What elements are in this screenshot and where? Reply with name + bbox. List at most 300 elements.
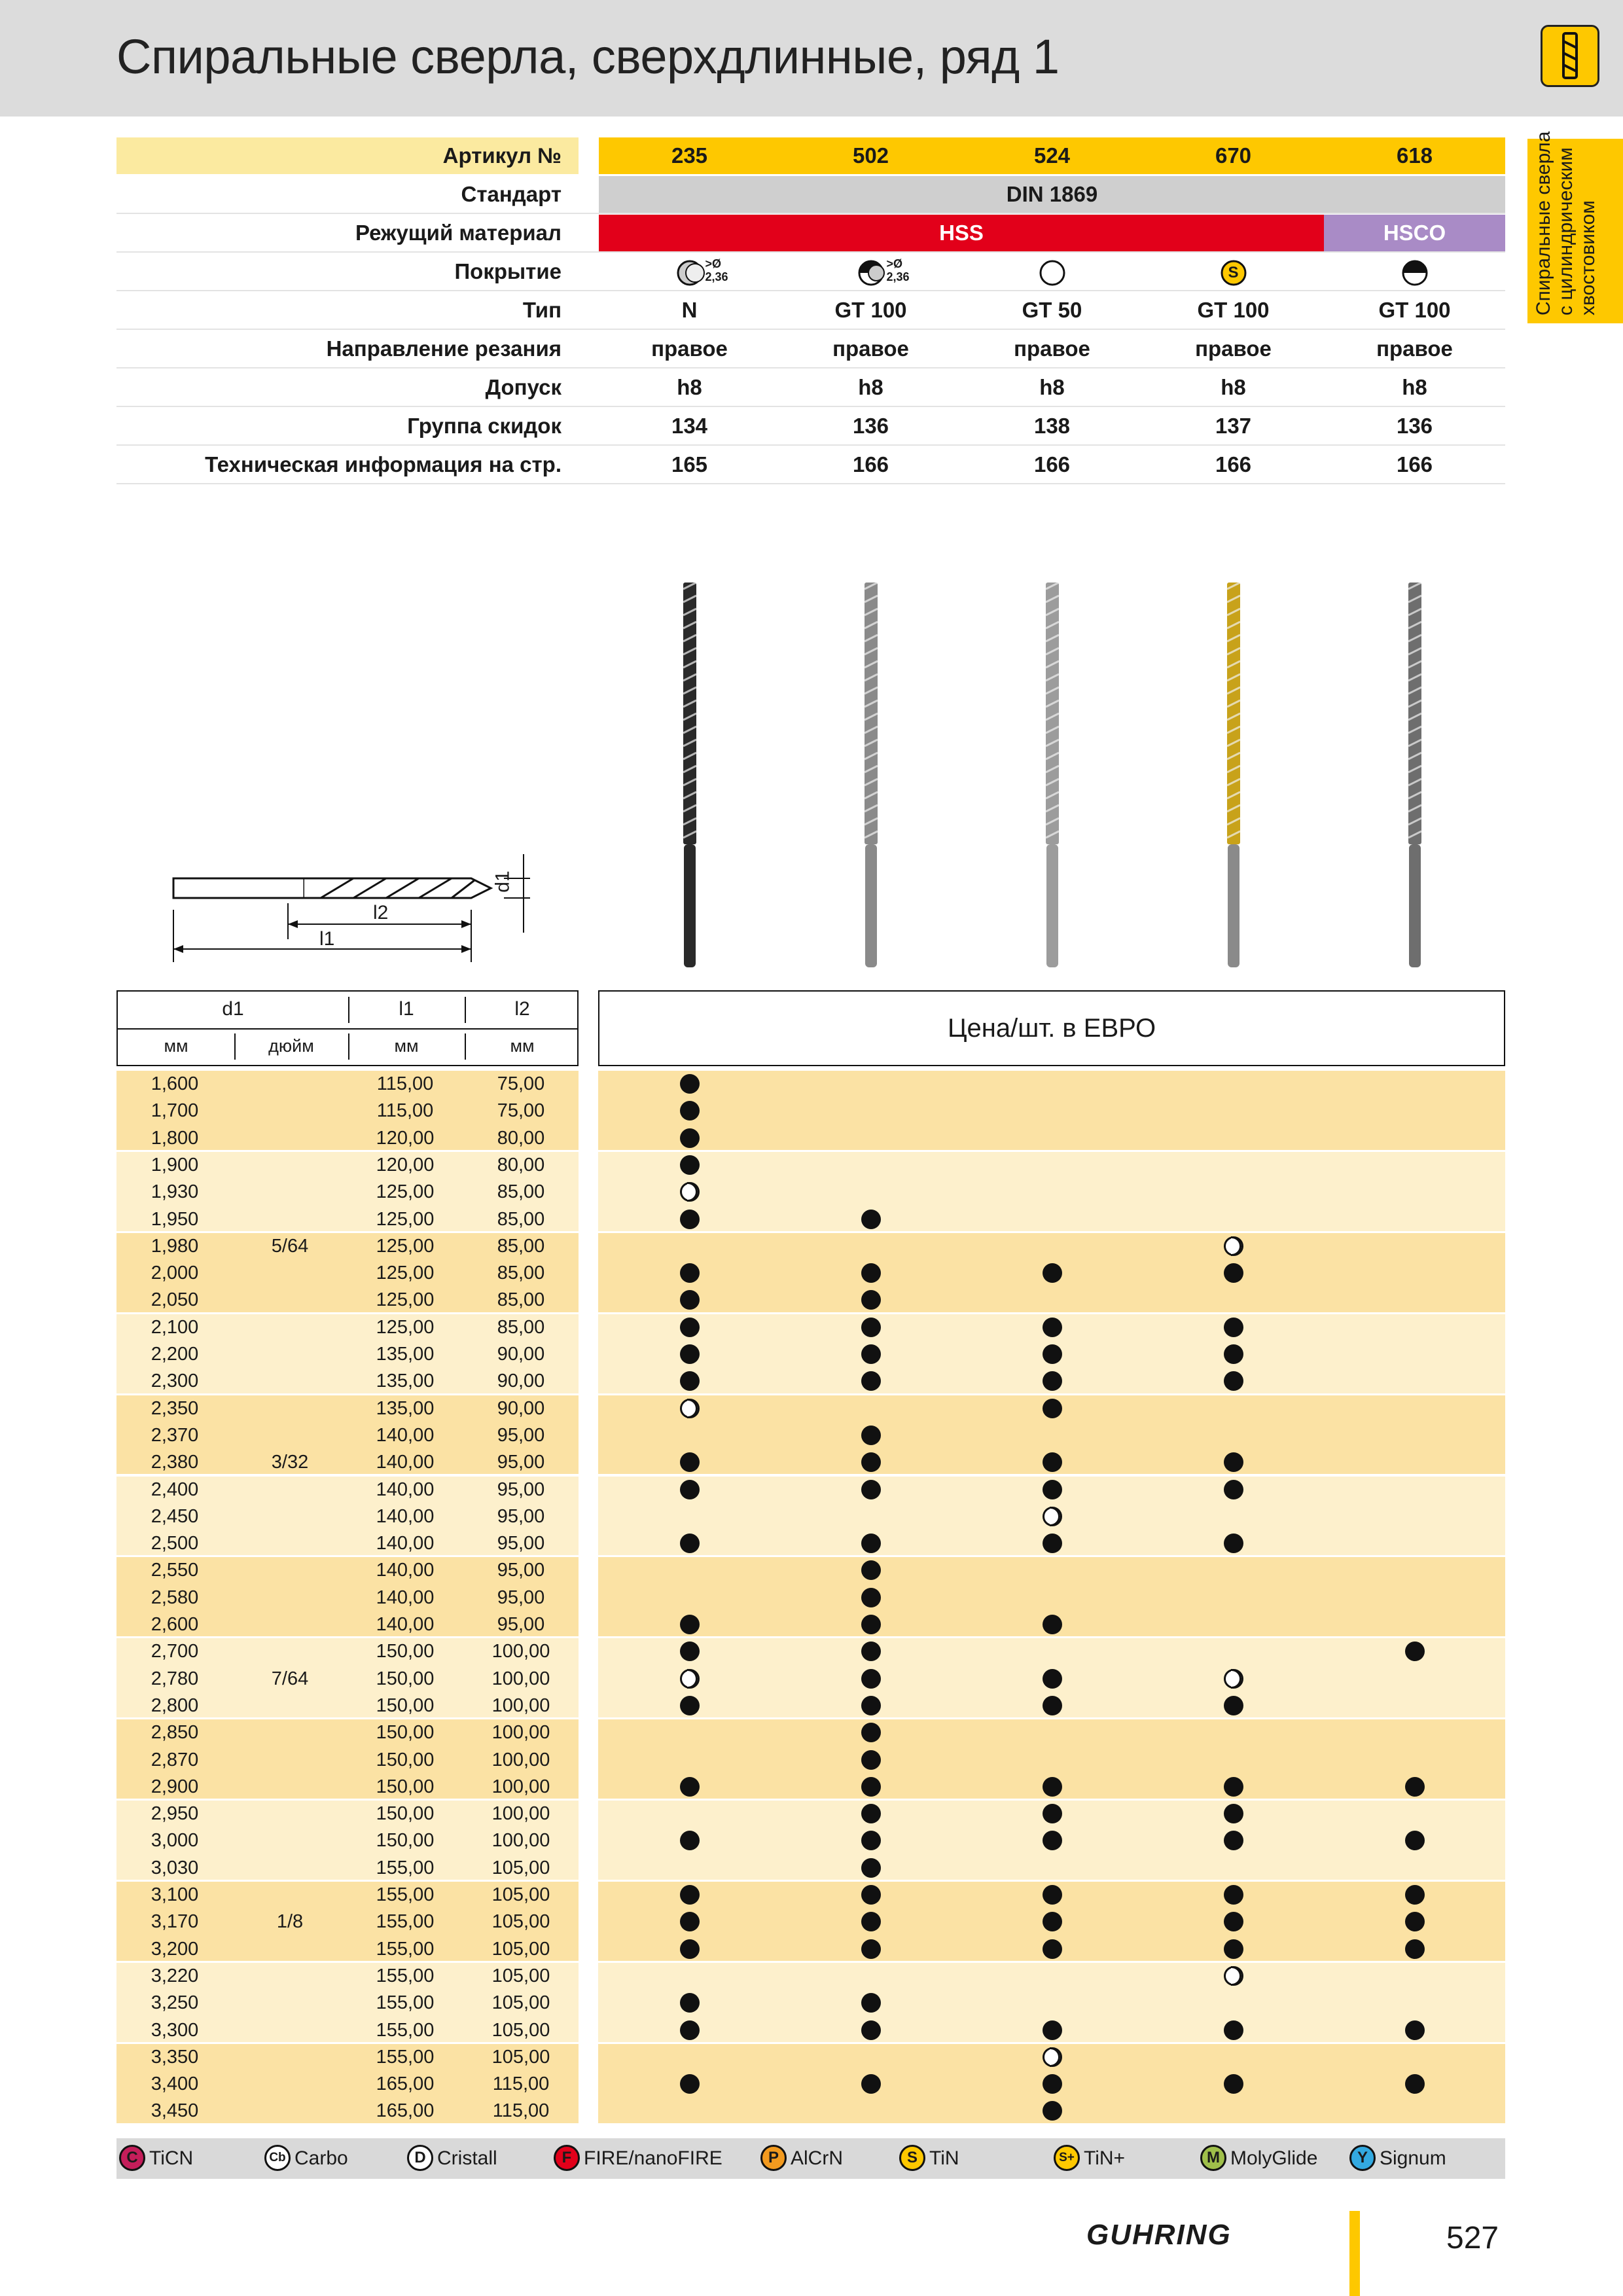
legend-label: MolyGlide — [1230, 2147, 1318, 2169]
availability-dot — [1043, 1804, 1062, 1823]
coating-s-label: S — [1228, 264, 1239, 281]
availability-dot — [1405, 1885, 1425, 1905]
spec-row-divider — [116, 406, 1505, 407]
coating-carbo-icon: Cb — [264, 2145, 291, 2171]
table-row — [116, 1585, 579, 1611]
availability-dot — [861, 1912, 881, 1931]
legend-item — [554, 2138, 722, 2179]
cell-d1: 2,780 — [151, 1668, 199, 1689]
drill-logo-icon — [1541, 25, 1599, 87]
drill-image — [680, 583, 700, 969]
cell-d1: 2,000 — [151, 1263, 199, 1284]
spec-label: Техническая информация на стр. — [205, 452, 562, 476]
table-row — [116, 1341, 579, 1368]
availability-dot — [1224, 1318, 1243, 1337]
cell-l2: 85,00 — [497, 1208, 545, 1230]
spec-direction: правое — [832, 336, 909, 361]
cell-d1: 3,220 — [151, 1965, 199, 1986]
table-row — [116, 1855, 579, 1882]
availability-open-dot — [1224, 1966, 1243, 1986]
d1-label: d1 — [491, 870, 514, 893]
table-row — [116, 2071, 579, 2098]
availability-dot — [1224, 1939, 1243, 1959]
table-row — [116, 1719, 579, 1746]
legend-label: TiCN — [149, 2147, 194, 2169]
spec-techinfo: 166 — [1396, 452, 1433, 476]
availability-dot — [1043, 1777, 1062, 1797]
legend-label: Carbo — [294, 2147, 348, 2169]
drill-dimension-drawing — [164, 844, 543, 975]
cell-d1: 1,700 — [151, 1100, 199, 1122]
cell-d1: 1,600 — [151, 1073, 199, 1094]
availability-dot — [680, 2020, 700, 2040]
spec-direction: правое — [1014, 336, 1090, 361]
cell-d1: 2,370 — [151, 1424, 199, 1446]
availability-dot — [680, 1615, 700, 1634]
cell-l1: 120,00 — [376, 1154, 435, 1175]
cell-l2: 105,00 — [491, 1857, 550, 1878]
half-dark-icon — [1400, 259, 1429, 287]
coating-molyglide-icon: M — [1200, 2145, 1226, 2171]
table-row — [116, 1179, 579, 1206]
coating-note-line: 2,36 — [705, 270, 728, 283]
availability-dot — [680, 1939, 700, 1959]
availability-dot — [1224, 1371, 1243, 1391]
availability-dot — [680, 1344, 700, 1364]
availability-dot — [861, 1480, 881, 1499]
legend-item — [760, 2138, 843, 2179]
availability-dot — [1224, 1263, 1243, 1283]
section-side-tab — [1527, 131, 1623, 323]
brand-logo: GUHRING — [1086, 2219, 1232, 2251]
legend-label: TiN — [929, 2147, 959, 2169]
cell-l2: 80,00 — [497, 1154, 545, 1175]
legend-label: TiN+ — [1084, 2147, 1126, 2169]
availability-dot — [861, 1804, 881, 1823]
cell-l1: 135,00 — [376, 1344, 435, 1365]
cell-l2: 95,00 — [497, 1505, 545, 1527]
cell-l2: 95,00 — [497, 1560, 545, 1581]
availability-dot — [1405, 2074, 1425, 2094]
table-row — [116, 1233, 579, 1260]
cell-l1: 140,00 — [376, 1533, 435, 1554]
availability-dot — [1405, 1777, 1425, 1797]
cell-l2: 90,00 — [497, 1397, 545, 1419]
table-row — [116, 1449, 579, 1476]
table-row — [116, 1774, 579, 1801]
cell-l1: 150,00 — [376, 1722, 435, 1744]
drill-image — [1224, 583, 1243, 969]
spec-row-divider — [116, 290, 1505, 291]
availability-dot — [861, 1318, 881, 1337]
cell-inch: 5/64 — [271, 1235, 309, 1257]
table-row — [116, 1503, 579, 1530]
cell-d1: 1,900 — [151, 1154, 199, 1175]
cell-d1: 2,600 — [151, 1614, 199, 1635]
spec-type: GT 100 — [834, 298, 907, 322]
col-d1: d1 — [222, 998, 244, 1020]
cell-l2: 105,00 — [491, 1911, 550, 1933]
cell-l2: 95,00 — [497, 1424, 545, 1446]
spec-tolerance: h8 — [677, 375, 702, 399]
standard-cell: DIN 1869 — [599, 176, 1505, 213]
cell-d1: 2,900 — [151, 1776, 199, 1797]
l1-label: l1 — [319, 928, 335, 950]
cell-d1: 2,580 — [151, 1587, 199, 1608]
cell-l1: 140,00 — [376, 1614, 435, 1635]
cell-l1: 155,00 — [376, 1992, 435, 2014]
table-row — [116, 1693, 579, 1719]
legend-item — [1200, 2138, 1317, 2179]
spec-discount: 137 — [1215, 414, 1252, 438]
availability-open-dot — [1224, 1669, 1243, 1689]
availability-dot — [680, 1290, 700, 1310]
cell-l2: 100,00 — [491, 1803, 550, 1825]
spec-techinfo: 166 — [1033, 452, 1071, 476]
cell-l2: 95,00 — [497, 1533, 545, 1554]
spec-row-divider — [116, 444, 1505, 446]
availability-dot — [680, 1534, 700, 1553]
table-row — [116, 1882, 579, 1909]
spec-label: Покрытие — [454, 259, 562, 283]
coating-legend — [116, 2138, 1505, 2179]
table-row — [116, 1801, 579, 1827]
availability-dot — [1224, 2074, 1243, 2094]
availability-dot — [1043, 1669, 1062, 1689]
cell-d1: 2,050 — [151, 1289, 199, 1311]
cell-d1: 2,380 — [151, 1452, 199, 1473]
spec-discount: 138 — [1033, 414, 1071, 438]
cell-l1: 125,00 — [376, 1263, 435, 1284]
availability-dot — [861, 1696, 881, 1715]
availability-dot — [861, 1750, 881, 1770]
availability-dot — [861, 1290, 881, 1310]
cell-d1: 3,000 — [151, 1830, 199, 1852]
availability-dot — [680, 1777, 700, 1797]
spec-tolerance: h8 — [858, 375, 883, 399]
legend-label: Signum — [1380, 2147, 1446, 2169]
availability-dot — [680, 1480, 700, 1499]
article-number: 524 — [1033, 143, 1071, 168]
spec-label: Артикул № — [442, 143, 562, 168]
availability-dot — [1043, 1263, 1062, 1283]
availability-dot — [861, 1371, 881, 1391]
availability-dot — [680, 1831, 700, 1850]
availability-dot — [680, 1993, 700, 2013]
table-row — [116, 1638, 579, 1665]
article-number: 618 — [1396, 143, 1433, 168]
cell-d1: 1,930 — [151, 1181, 199, 1203]
cell-l2: 100,00 — [491, 1830, 550, 1852]
legend-label: Cristall — [437, 2147, 497, 2169]
legend-label: AlCrN — [791, 2147, 843, 2169]
availability-dot — [1405, 1939, 1425, 1959]
side-tab-line: Спиральные сверла — [1533, 131, 1554, 315]
cell-d1: 3,170 — [151, 1911, 199, 1933]
availability-dot — [861, 1452, 881, 1472]
availability-dot — [1043, 2074, 1062, 2094]
cell-l2: 100,00 — [491, 1641, 550, 1662]
availability-dot — [680, 1641, 700, 1661]
cell-d1: 2,350 — [151, 1397, 199, 1419]
availability-dot — [1224, 1885, 1243, 1905]
article-number: 235 — [671, 143, 708, 168]
availability-dot — [1043, 2020, 1062, 2040]
coating-signum-icon: Y — [1349, 2145, 1376, 2171]
coating-note — [887, 257, 910, 283]
legend-item — [1054, 2138, 1125, 2179]
cell-l2: 75,00 — [497, 1100, 545, 1122]
cell-d1: 2,450 — [151, 1505, 199, 1527]
cell-d1: 1,980 — [151, 1235, 199, 1257]
cell-d1: 2,550 — [151, 1560, 199, 1581]
cell-inch: 1/8 — [276, 1911, 304, 1933]
availability-open-dot — [680, 1399, 700, 1418]
availability-dot — [861, 1588, 881, 1607]
availability-dot — [861, 1723, 881, 1742]
cell-d1: 3,200 — [151, 1938, 199, 1960]
page-number: 527 — [1446, 2221, 1499, 2255]
cell-l1: 155,00 — [376, 2046, 435, 2068]
cell-d1: 3,030 — [151, 1857, 199, 1878]
cell-l1: 125,00 — [376, 1208, 435, 1230]
spec-type: GT 50 — [1022, 298, 1082, 322]
availability-dot — [861, 1993, 881, 2013]
coating-cristall-icon: D — [407, 2145, 433, 2171]
availability-dot — [1224, 1534, 1243, 1553]
availability-dot — [680, 1074, 700, 1094]
cell-l1: 155,00 — [376, 1857, 435, 1878]
cell-d1: 3,450 — [151, 2100, 199, 2122]
cell-l2: 95,00 — [497, 1587, 545, 1608]
cell-l2: 75,00 — [497, 1073, 545, 1094]
cell-l1: 150,00 — [376, 1776, 435, 1797]
legend-item — [407, 2138, 497, 2179]
spec-label: Направление резания — [326, 336, 562, 361]
col-unit-mm: мм — [164, 1036, 188, 1056]
table-row — [116, 1963, 579, 1990]
coating-note-line: >Ø — [886, 257, 903, 270]
spec-type: GT 100 — [1378, 298, 1451, 322]
cell-l1: 140,00 — [376, 1560, 435, 1581]
cell-d1: 3,100 — [151, 1884, 199, 1905]
availability-open-dot — [1043, 1507, 1062, 1526]
availability-dot — [1224, 1804, 1243, 1823]
cell-l2: 100,00 — [491, 1722, 550, 1744]
drill-image — [1043, 583, 1062, 969]
availability-dot — [1224, 2020, 1243, 2040]
cell-l1: 125,00 — [376, 1289, 435, 1311]
spec-row-divider — [116, 213, 1505, 214]
availability-dot — [680, 1263, 700, 1283]
cell-d1: 2,950 — [151, 1803, 199, 1825]
availability-dot — [861, 2074, 881, 2094]
availability-dot — [861, 1426, 881, 1445]
table-row — [116, 1909, 579, 1935]
table-row — [116, 1666, 579, 1693]
cell-l1: 140,00 — [376, 1452, 435, 1473]
coating-tin-icon: S+ — [1054, 2145, 1080, 2171]
cell-l1: 125,00 — [376, 1181, 435, 1203]
table-row — [116, 1152, 579, 1179]
drill-image — [861, 583, 881, 969]
dimension-header — [116, 990, 579, 1066]
cell-l2: 100,00 — [491, 1776, 550, 1797]
cell-l1: 140,00 — [376, 1587, 435, 1608]
table-row — [116, 2017, 579, 2044]
spec-row-divider — [116, 483, 1505, 484]
cell-l1: 150,00 — [376, 1668, 435, 1689]
cell-d1: 1,800 — [151, 1127, 199, 1149]
cell-l2: 105,00 — [491, 1965, 550, 1986]
cell-l1: 155,00 — [376, 2019, 435, 2041]
col-l2: l2 — [514, 998, 530, 1020]
availability-dot — [861, 1615, 881, 1634]
l2-label: l2 — [373, 902, 389, 924]
spec-direction: правое — [1195, 336, 1272, 361]
cell-l2: 85,00 — [497, 1289, 545, 1311]
availability-dot — [1043, 1534, 1062, 1553]
cell-l1: 135,00 — [376, 1371, 435, 1392]
availability-dot — [861, 1777, 881, 1797]
spec-direction: правое — [1376, 336, 1453, 361]
cell-l2: 100,00 — [491, 1668, 550, 1689]
spec-type: GT 100 — [1197, 298, 1270, 322]
table-row — [116, 1260, 579, 1287]
cell-l2: 105,00 — [491, 2019, 550, 2041]
table-row — [116, 1098, 579, 1124]
spec-type: N — [681, 298, 698, 322]
availability-dot — [1224, 1696, 1243, 1715]
table-row — [116, 1530, 579, 1557]
cell-l1: 150,00 — [376, 1749, 435, 1770]
cell-l2: 115,00 — [492, 2073, 550, 2095]
legend-item — [264, 2138, 348, 2179]
cell-d1: 1,950 — [151, 1208, 199, 1230]
availability-dot — [861, 2020, 881, 2040]
cell-d1: 2,400 — [151, 1479, 199, 1500]
cell-l1: 155,00 — [376, 1911, 435, 1933]
cell-d1: 2,300 — [151, 1371, 199, 1392]
legend-item — [899, 2138, 959, 2179]
col-unit-inch: дюйм — [268, 1036, 314, 1056]
cell-l2: 100,00 — [491, 1695, 550, 1716]
availability-dot — [1043, 1344, 1062, 1364]
availability-dot — [680, 1912, 700, 1931]
availability-dot — [861, 1885, 881, 1905]
spec-discount: 136 — [1396, 414, 1433, 438]
availability-open-dot — [1043, 2047, 1062, 2067]
legend-item — [119, 2138, 193, 2179]
availability-dot — [680, 1696, 700, 1715]
table-row — [116, 1747, 579, 1774]
cell-l1: 135,00 — [376, 1397, 435, 1419]
material-hss: HSS — [599, 215, 1324, 251]
cell-l1: 125,00 — [376, 1316, 435, 1338]
availability-dot — [1043, 1939, 1062, 1959]
spec-tolerance: h8 — [1402, 375, 1427, 399]
spec-tolerance: h8 — [1221, 375, 1246, 399]
cell-l1: 115,00 — [376, 1100, 434, 1122]
availability-dot — [1043, 1615, 1062, 1634]
coating-note — [705, 257, 728, 283]
cell-l1: 165,00 — [376, 2073, 435, 2095]
availability-dot — [1043, 1371, 1062, 1391]
availability-dot — [1043, 1318, 1062, 1337]
cell-l1: 140,00 — [376, 1479, 435, 1500]
table-row — [116, 2044, 579, 2071]
cell-l2: 105,00 — [491, 2046, 550, 2068]
availability-dot — [680, 1210, 700, 1229]
availability-dot — [680, 1885, 700, 1905]
cell-d1: 3,350 — [151, 2046, 199, 2068]
cell-l2: 90,00 — [497, 1344, 545, 1365]
spec-discount: 134 — [671, 414, 708, 438]
availability-dot — [861, 1939, 881, 1959]
bright-icon — [1038, 259, 1067, 287]
article-number: 502 — [852, 143, 889, 168]
cell-l2: 115,00 — [492, 2100, 550, 2122]
table-row — [116, 1071, 579, 1098]
cell-l1: 140,00 — [376, 1505, 435, 1527]
availability-dot — [1224, 1912, 1243, 1931]
availability-dot — [680, 1101, 700, 1121]
coating-firenanofire-icon: F — [554, 2145, 580, 2171]
availability-dot — [1224, 1344, 1243, 1364]
cell-d1: 3,300 — [151, 2019, 199, 2041]
cell-l2: 105,00 — [491, 1938, 550, 1960]
coating-note-line: 2,36 — [886, 270, 910, 283]
cell-d1: 2,100 — [151, 1316, 199, 1338]
cell-l2: 90,00 — [497, 1371, 545, 1392]
spec-discount: 136 — [852, 414, 889, 438]
availability-dot — [680, 1452, 700, 1472]
table-row — [116, 1125, 579, 1152]
table-row — [116, 1936, 579, 1963]
availability-dot — [861, 1669, 881, 1689]
availability-dot — [1043, 1480, 1062, 1499]
cell-l2: 95,00 — [497, 1479, 545, 1500]
availability-dot — [1043, 1831, 1062, 1850]
row-band — [598, 1071, 1505, 1150]
cell-l2: 95,00 — [497, 1452, 545, 1473]
cell-d1: 2,800 — [151, 1695, 199, 1716]
row-band — [598, 1152, 1505, 1231]
article-number: 670 — [1215, 143, 1252, 168]
cell-l1: 155,00 — [376, 1938, 435, 1960]
page-title: Спиральные сверла, сверхдлинные, ряд 1 — [116, 29, 1060, 84]
col-unit-mm: мм — [510, 1036, 535, 1056]
availability-dot — [680, 1318, 700, 1337]
table-row — [116, 1611, 579, 1638]
availability-dot — [680, 1155, 700, 1175]
cell-l1: 125,00 — [376, 1235, 435, 1257]
table-row — [116, 2098, 579, 2125]
cell-l1: 140,00 — [376, 1424, 435, 1446]
cell-d1: 2,200 — [151, 1344, 199, 1365]
availability-open-dot — [1224, 1236, 1243, 1256]
cell-l2: 85,00 — [497, 1316, 545, 1338]
cell-d1: 2,870 — [151, 1749, 199, 1770]
availability-dot — [1043, 2101, 1062, 2121]
side-tab-line: с цилиндрическим — [1555, 147, 1577, 315]
brand-bar — [1349, 2211, 1360, 2296]
spec-label: Группа скидок — [407, 414, 562, 438]
availability-dot — [1405, 1831, 1425, 1850]
legend-item — [1349, 2138, 1446, 2179]
cell-l2: 95,00 — [497, 1614, 545, 1635]
availability-dot — [861, 1560, 881, 1580]
